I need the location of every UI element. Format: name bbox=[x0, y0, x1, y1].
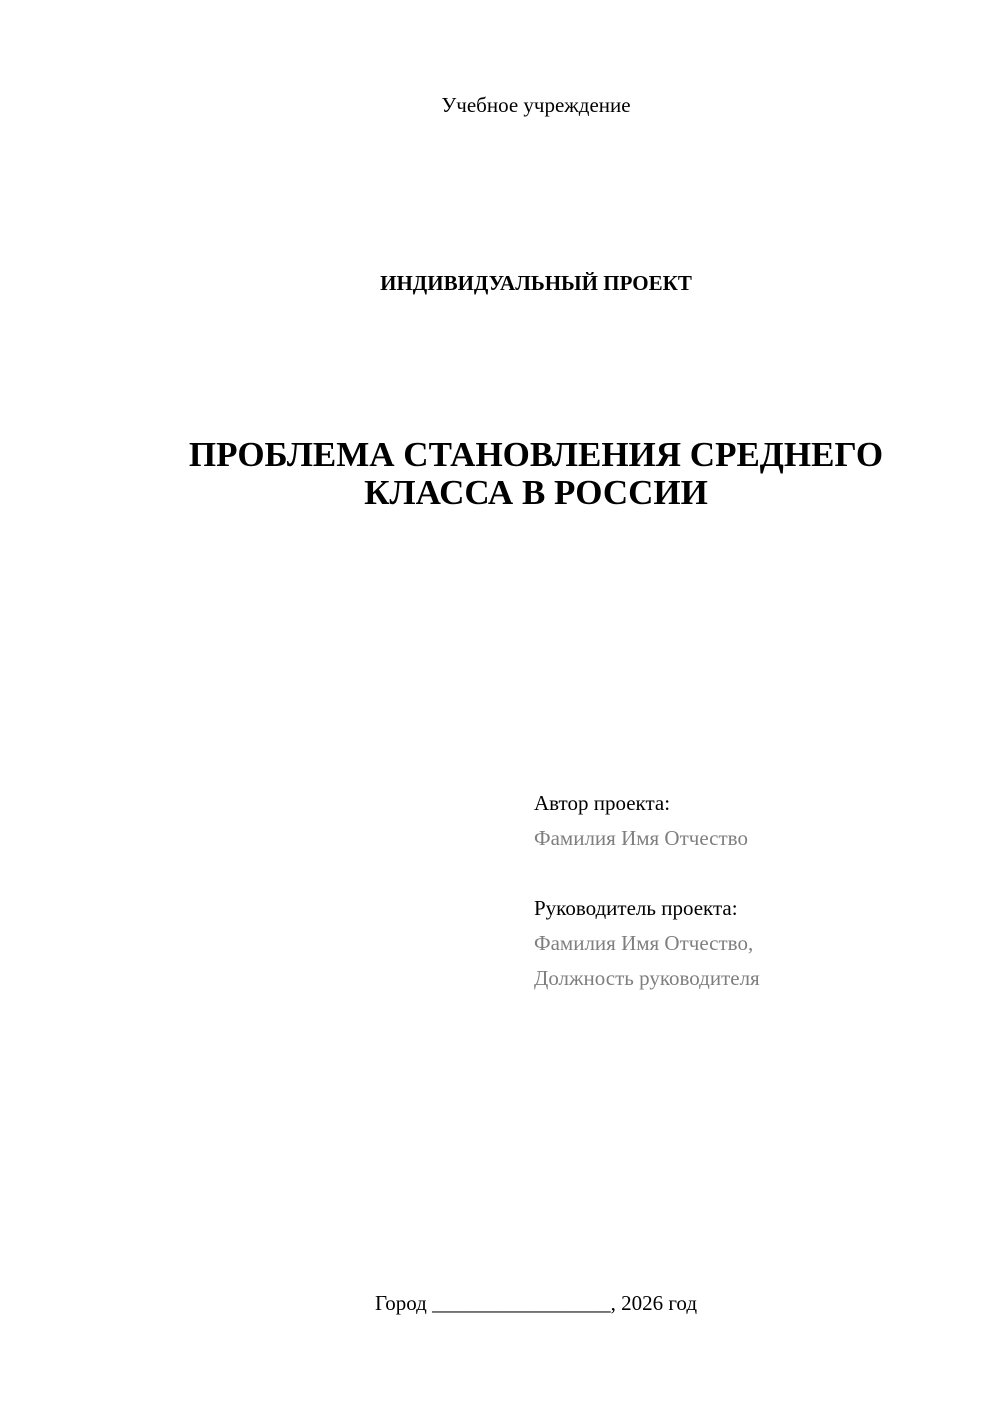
city-year-line: Город _________________, 2026 год bbox=[374, 1291, 698, 1315]
project-title-line-2: КЛАССА В РОССИИ bbox=[364, 473, 708, 512]
institution-name: Учебное учреждение bbox=[441, 93, 631, 117]
supervisor-label: Руководитель проекта: bbox=[534, 896, 738, 920]
author-label: Автор проекта: bbox=[534, 791, 671, 815]
spacer bbox=[534, 856, 974, 891]
project-type-heading: ИНДИВИДУАЛЬНЫЙ ПРОЕКТ bbox=[380, 271, 692, 295]
project-title bbox=[0, 436, 1000, 512]
supervisor-name: Фамилия Имя Отчество, bbox=[534, 931, 754, 955]
supervisor-position: Должность руководителя bbox=[534, 966, 760, 990]
project-title-line-1: ПРОБЛЕМА СТАНОВЛЕНИЯ СРЕДНЕГО bbox=[188, 435, 884, 474]
project-people-block bbox=[534, 786, 974, 996]
author-name: Фамилия Имя Отчество bbox=[534, 826, 748, 850]
